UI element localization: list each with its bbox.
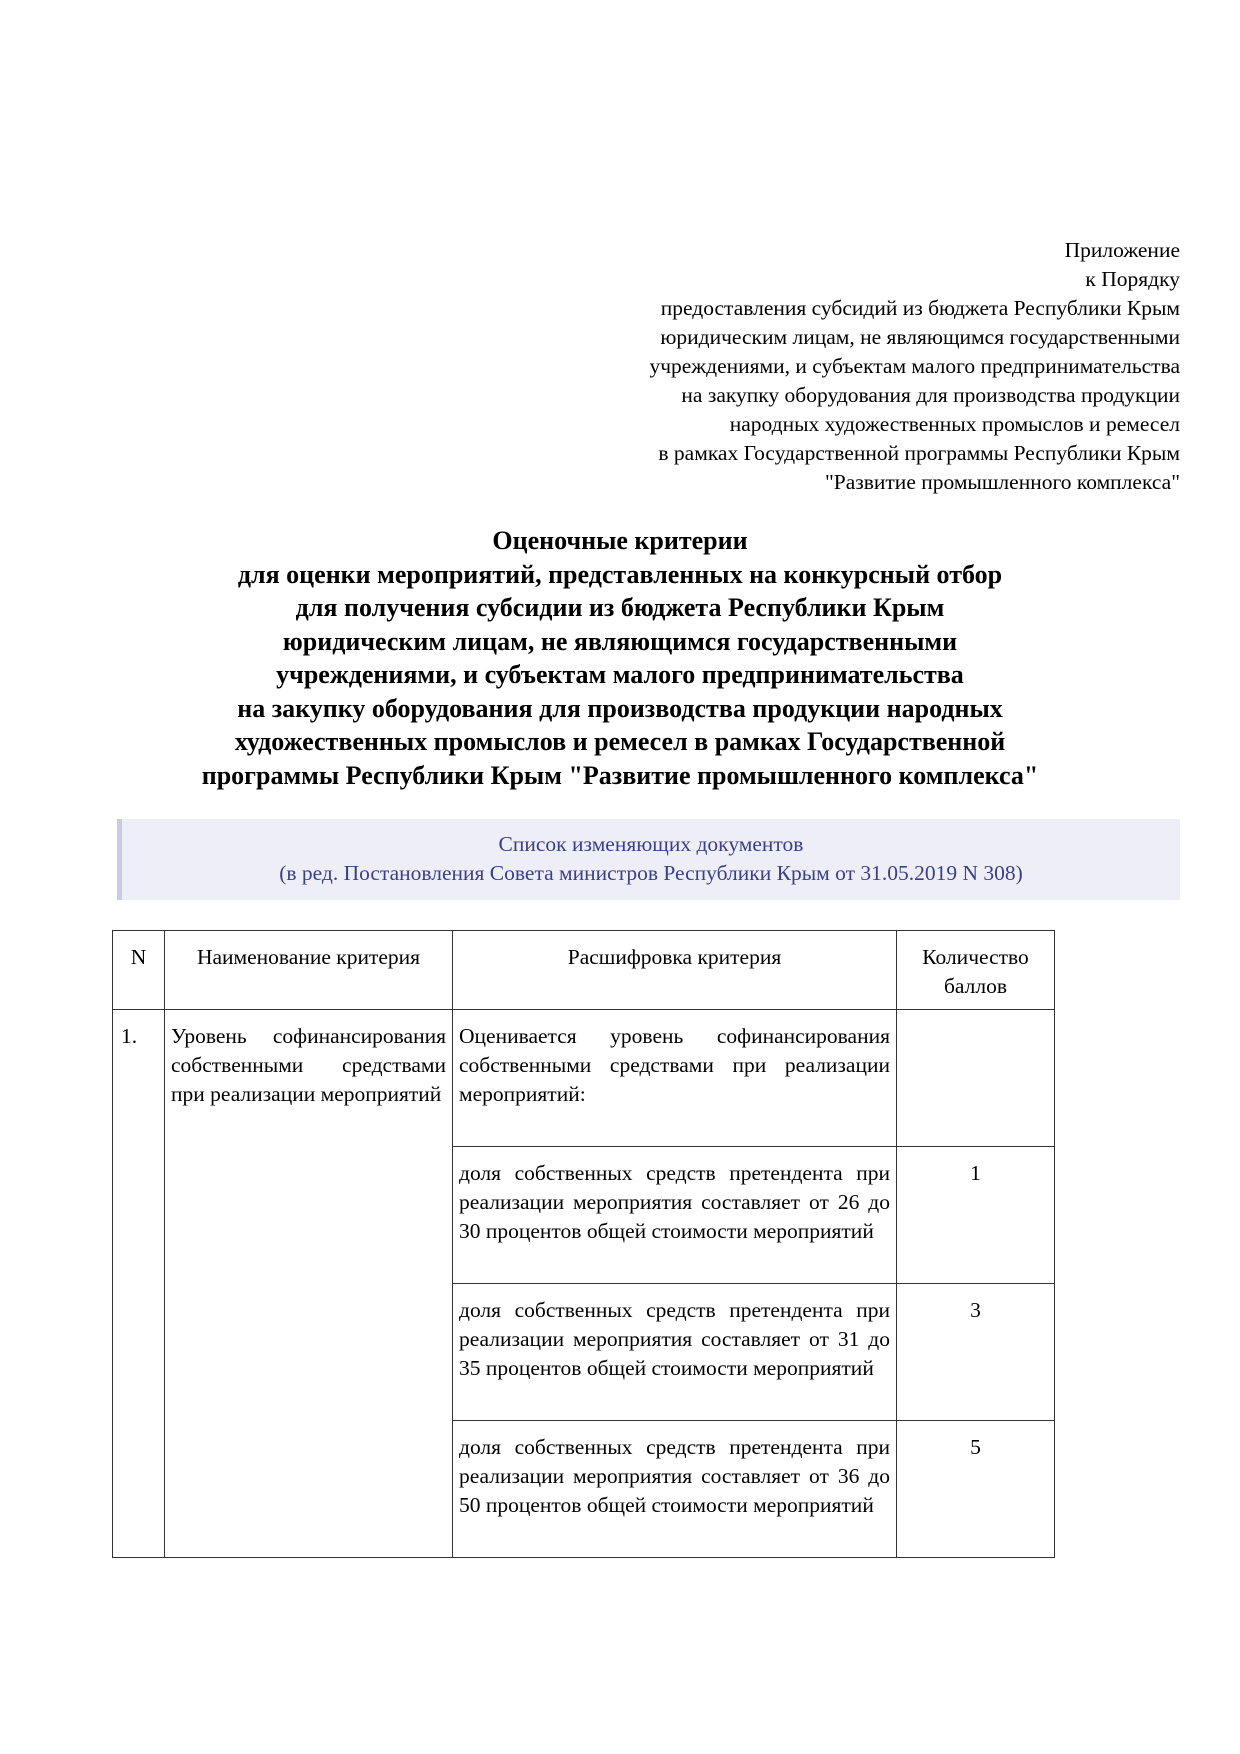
criterion-item: доля собственных средств претендента при реализации мероприятия составляет от 36 до 50 процентов общей стоимости мероприятий [453, 1421, 897, 1558]
appendix-line: юридическим лицам, не являющимся государственными [660, 325, 1180, 349]
title-line: Оценочные критерии [492, 526, 748, 555]
amendments-banner [117, 819, 1180, 900]
title-line: для оценки мероприятий, представленных на конкурсный отбор [237, 559, 1003, 589]
title-line: на закупку оборудования для производства продукции народных [237, 693, 1003, 723]
header-points: Количество баллов [897, 931, 1055, 1010]
appendix-line: народных художественных промыслов и ремесел [729, 412, 1180, 436]
title-line: художественных промыслов и ремесел в рамках Государственной [234, 727, 1006, 756]
title-line: для получения субсидии из бюджета Республики Крым [295, 593, 945, 622]
header-name: Наименование критерия [165, 931, 453, 1010]
title-line: юридическим лицам, не являющимся государственными [282, 626, 958, 656]
criterion-item: доля собственных средств претендента при реализации мероприятия составляет от 26 до 30 процентов общей стоимости мероприятий [453, 1147, 897, 1284]
appendix-line: в рамках Государственной программы Республики Крым [658, 441, 1180, 465]
criterion-intro: Оценивается уровень софинансирования собственными средствами при реализации мероприятий: [453, 1010, 897, 1147]
appendix-line: учреждениями, и субъектам малого предпринимательства [649, 354, 1180, 378]
points-cell-empty [897, 1010, 1055, 1147]
amendments-text: (в ред. Постановления Совета министров Республики Крым от 31.05.2019 N 308) [279, 861, 1023, 885]
appendix-line: к Порядку [1085, 267, 1180, 291]
header-number: N [113, 931, 165, 1010]
appendix-line: предоставления субсидий из бюджета Республики Крым [660, 296, 1180, 320]
appendix-line: "Развитие промышленного комплекса" [824, 470, 1180, 494]
points-value: 3 [897, 1284, 1055, 1421]
points-value: 5 [897, 1421, 1055, 1558]
table-row [113, 1010, 1055, 1147]
criterion-item: доля собственных средств претендента при реализации мероприятия составляет от 31 до 35 процентов общей стоимости мероприятий [453, 1284, 897, 1421]
appendix-line: на закупку оборудования для производства продукции [681, 383, 1180, 407]
criterion-name: Уровень софинансирования собственными средствами при реализации мероприятий [165, 1010, 453, 1558]
document-title [0, 524, 1240, 792]
appendix-header [649, 236, 1180, 497]
header-description: Расшифровка критерия [453, 931, 897, 1010]
title-line: программы Республики Крым "Развитие промышленного комплекса" [201, 760, 1039, 790]
points-value: 1 [897, 1147, 1055, 1284]
row-number: 1. [113, 1010, 165, 1558]
amendments-heading: Список изменяющих документов [498, 832, 804, 856]
criteria-table [112, 930, 1055, 1558]
title-line: учреждениями, и субъектам малого предпринимательства [276, 660, 964, 689]
table-header-row [113, 931, 1055, 1010]
appendix-line: Приложение [1064, 238, 1180, 262]
